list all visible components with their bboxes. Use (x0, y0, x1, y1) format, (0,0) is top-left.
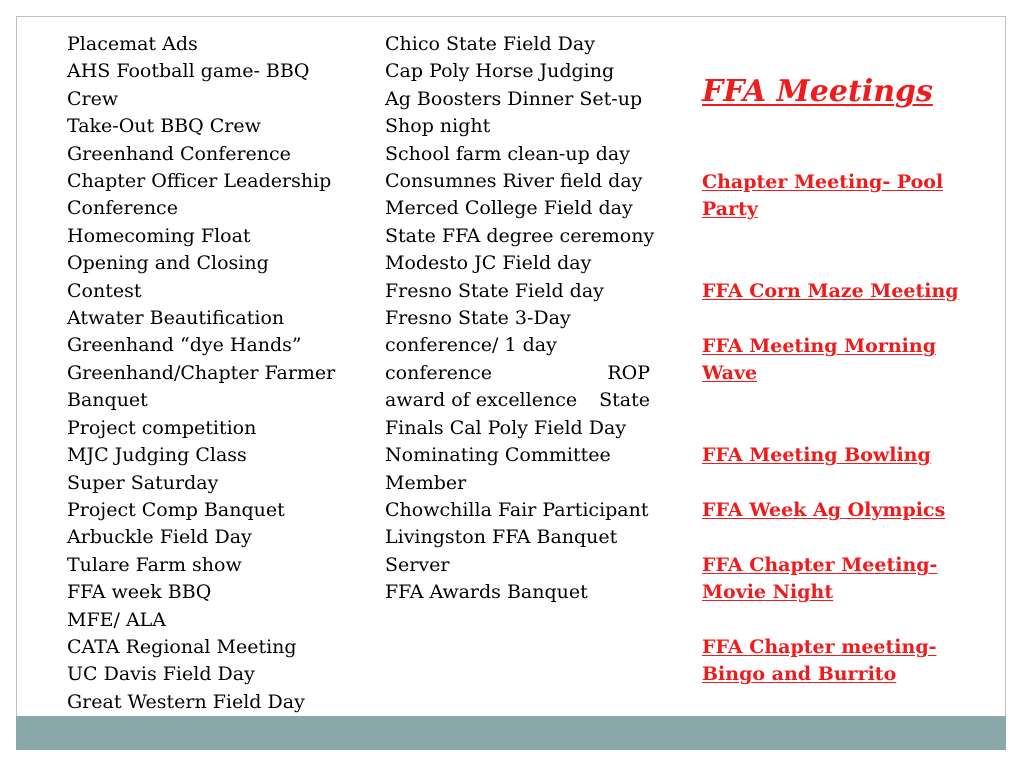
justified-line-left: conference (385, 361, 493, 384)
list-item: Greenhand Conference (67, 142, 291, 165)
list-item: School farm clean-up day (385, 142, 630, 165)
meeting-link[interactable] (702, 552, 937, 607)
list-item: Homecoming Float (67, 224, 251, 247)
meeting-link-line: Bingo and Burrito (702, 663, 897, 686)
meeting-link[interactable] (702, 169, 943, 224)
justified-line-right: State (599, 389, 650, 412)
list-item: FFA Awards Banquet (385, 581, 588, 604)
list-item: Take-Out BBQ Crew (67, 115, 261, 138)
meeting-link-line: FFA Corn Maze Meeting (702, 280, 959, 302)
list-item: UC Davis Field Day (67, 663, 255, 686)
justified-line (385, 360, 650, 387)
list-item: Shop night (385, 115, 491, 138)
list-item: Merced College Field day (385, 197, 633, 220)
list-item: Finals Cal Poly Field Day (385, 416, 627, 439)
list-item: Livingston FFA Banquet (385, 526, 618, 549)
list-item: MJC Judging Class (67, 444, 247, 467)
meeting-link[interactable] (702, 278, 959, 305)
meeting-link-line: FFA Week Ag Olympics (702, 499, 946, 521)
list-item: Project Comp Banquet (67, 498, 285, 521)
meeting-link[interactable] (702, 333, 936, 388)
list-item: Fresno State 3-Day (385, 307, 571, 330)
list-item: Great Western Field Day (67, 690, 305, 713)
list-item: Server (385, 553, 450, 576)
list-item: Atwater Beautification (67, 307, 285, 330)
meeting-link-line: Movie Night (702, 581, 834, 604)
list-item: Nominating Committee (385, 444, 611, 467)
list-item: Member (385, 471, 467, 494)
list-item: Greenhand/Chapter Farmer (67, 361, 336, 384)
meeting-link-line: FFA Chapter meeting- (702, 636, 937, 658)
list-item: conference/ 1 day (385, 334, 557, 357)
list-item: MFE/ ALA (67, 608, 167, 631)
meeting-link-line: Party (702, 198, 758, 221)
list-item: Placemat Ads (67, 33, 198, 55)
list-item: Project competition (67, 416, 257, 439)
list-item: State FFA degree ceremony (385, 224, 655, 247)
list-item: Arbuckle Field Day (67, 526, 252, 549)
list-item: Tulare Farm show (67, 553, 242, 576)
list-item: Opening and Closing (67, 252, 269, 275)
list-item: AHS Football game- BBQ (67, 60, 310, 83)
activities-column-2 (385, 31, 675, 607)
list-item: Crew (67, 87, 119, 110)
list-item: Super Saturday (67, 471, 219, 494)
list-item: Conference (67, 197, 178, 220)
meeting-link-line: Wave (702, 362, 758, 385)
meeting-link-line: FFA Meeting Morning (702, 335, 936, 357)
list-item: Contest (67, 279, 142, 302)
meeting-link[interactable] (702, 497, 945, 524)
meeting-link-line: FFA Chapter Meeting- (702, 554, 938, 576)
list-item: Chowchilla Fair Participant (385, 498, 649, 521)
activities-column-1 (67, 31, 367, 716)
list-item: Greenhand “dye Hands” (67, 334, 302, 357)
list-item: Fresno State Field day (385, 279, 604, 302)
meeting-link[interactable] (702, 442, 931, 469)
list-item: FFA week BBQ (67, 581, 212, 604)
meeting-link-line: Chapter Meeting- Pool (702, 171, 944, 193)
footer-bar (16, 716, 1006, 750)
list-item: Chapter Officer Leadership (67, 170, 332, 193)
justified-line-left: award of excellence (385, 389, 578, 412)
justified-line (385, 387, 650, 414)
meeting-link-line: FFA Meeting Bowling (702, 444, 931, 466)
meeting-link[interactable] (702, 634, 937, 689)
list-item: CATA Regional Meeting (67, 635, 297, 658)
list-item: Cap Poly Horse Judging (385, 60, 615, 83)
list-item: Banquet (67, 389, 148, 412)
list-item: Ag Boosters Dinner Set-up (385, 87, 643, 110)
meetings-heading: FFA Meetings (702, 74, 933, 109)
list-item: Modesto JC Field day (385, 252, 592, 275)
list-item: Consumnes River field day (385, 170, 643, 193)
justified-line-right: ROP (607, 361, 650, 384)
list-item: Chico State Field Day (385, 33, 595, 55)
